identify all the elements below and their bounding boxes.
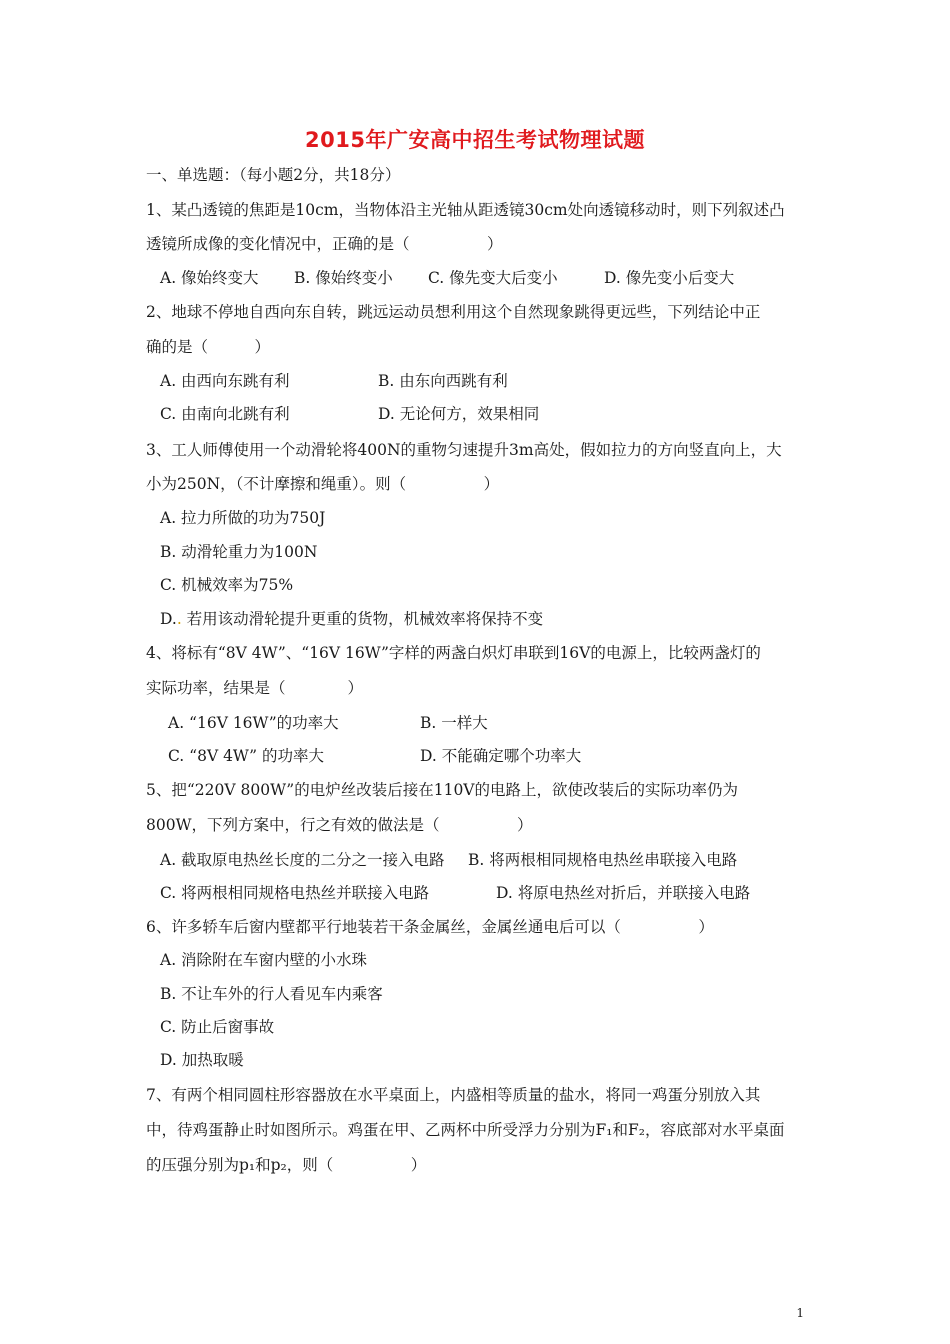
section-heading: 一、单选题：（每小题2分，共18分） xyxy=(146,166,401,184)
question-5-stem-line-1: 5、把“220V 800W”的电炉丝改装后接在110V的电路上，欲使改装后的实际功率仍为 xyxy=(146,781,738,799)
question-1-option-b: B. 像始终变小 xyxy=(294,269,393,287)
question-4-stem-line-1: 4、将标有“8V 4W”、“16V 16W”字样的两盏白炽灯串联到16V的电源上，比较两盏灯的 xyxy=(146,644,761,662)
question-7-stem-line-3: 的压强分别为p₁和p₂，则（ ） xyxy=(146,1156,427,1174)
question-4-option-c: C. “8V 4W” 的功率大 xyxy=(168,747,324,765)
question-2-option-b: B. 由东向西跳有利 xyxy=(378,372,508,390)
question-3-option-a: A. 拉力所做的功为750J xyxy=(160,509,326,527)
question-4-option-b: B. 一样大 xyxy=(420,714,488,732)
page-title: 2015年广安高中招生考试物理试题 xyxy=(305,128,645,152)
question-3-stem-line-1: 3、工人师傅使用一个动滑轮将400N的重物匀速提升3m高处，假如拉力的方向竖直向上，大 xyxy=(146,441,782,459)
option-d-text: 若用该动滑轮提升更重的货物，机械效率将保持不变 xyxy=(181,610,544,628)
question-6-stem-line-1: 6、许多轿车后窗内壁都平行地装若干条金属丝，金属丝通电后可以（ ） xyxy=(146,918,714,936)
question-5-option-b: B. 将两根相同规格电热丝串联接入电路 xyxy=(468,851,738,869)
question-2-stem-line-1: 2、地球不停地自西向东自转，跳远运动员想利用这个自然现象跳得更远些，下列结论中正 xyxy=(146,303,761,321)
question-6-option-a: A. 消除附在车窗内壁的小水珠 xyxy=(160,951,368,969)
question-5-option-a: A. 截取原电热丝长度的二分之一接入电路 xyxy=(160,851,445,869)
question-3-option-c: C. 机械效率为75% xyxy=(160,576,294,594)
question-1-option-d: D. 像先变小后变大 xyxy=(604,269,735,287)
question-7-stem-line-1: 7、有两个相同圆柱形容器放在水平桌面上，内盛相等质量的盐水，将同一鸡蛋分别放入其 xyxy=(146,1086,761,1104)
question-2-option-d: D. 无论何方，效果相同 xyxy=(378,405,540,423)
question-6-option-c: C. 防止后窗事故 xyxy=(160,1018,275,1036)
question-5-option-d: D. 将原电热丝对折后，并联接入电路 xyxy=(496,884,751,902)
option-d-label: D. xyxy=(160,610,177,628)
question-3-option-d xyxy=(160,609,543,629)
question-1-option-c: C. 像先变大后变小 xyxy=(428,269,558,287)
question-1-stem-line-2: 透镜所成像的变化情况中，正确的是（ ） xyxy=(146,235,503,253)
question-6-option-d: D. 加热取暖 xyxy=(160,1051,244,1069)
question-5-option-c: C. 将两根相同规格电热丝并联接入电路 xyxy=(160,884,430,902)
question-5-stem-line-2: 800W，下列方案中，行之有效的做法是（ ） xyxy=(146,816,533,834)
page-number: 1 xyxy=(796,1306,804,1320)
question-2-option-c: C. 由南向北跳有利 xyxy=(160,405,290,423)
question-4-option-a: A. “16V 16W”的功率大 xyxy=(168,714,339,732)
question-4-option-d: D. 不能确定哪个功率大 xyxy=(420,747,582,765)
stray-dot-mark: . xyxy=(176,610,182,628)
question-7-stem-line-2: 中，待鸡蛋静止时如图所示。鸡蛋在甲、乙两杯中所受浮力分别为F₁和F₂，容底部对水平桌面 xyxy=(146,1121,785,1139)
question-3-stem-line-2: 小为250N，（不计摩擦和绳重）。则（ ） xyxy=(146,475,500,493)
question-2-stem-line-2: 确的是（ ） xyxy=(146,338,271,356)
question-3-option-b: B. 动滑轮重力为100N xyxy=(160,543,318,561)
question-6-option-b: B. 不让车外的行人看见车内乘客 xyxy=(160,985,383,1003)
question-2-option-a: A. 由西向东跳有利 xyxy=(160,372,290,390)
question-1-stem-line-1: 1、某凸透镜的焦距是10cm，当物体沿主光轴从距透镜30cm处向透镜移动时，则下列叙述凸 xyxy=(146,201,785,219)
question-1-option-a: A. 像始终变大 xyxy=(160,269,259,287)
question-4-stem-line-2: 实际功率，结果是（ ） xyxy=(146,679,364,697)
